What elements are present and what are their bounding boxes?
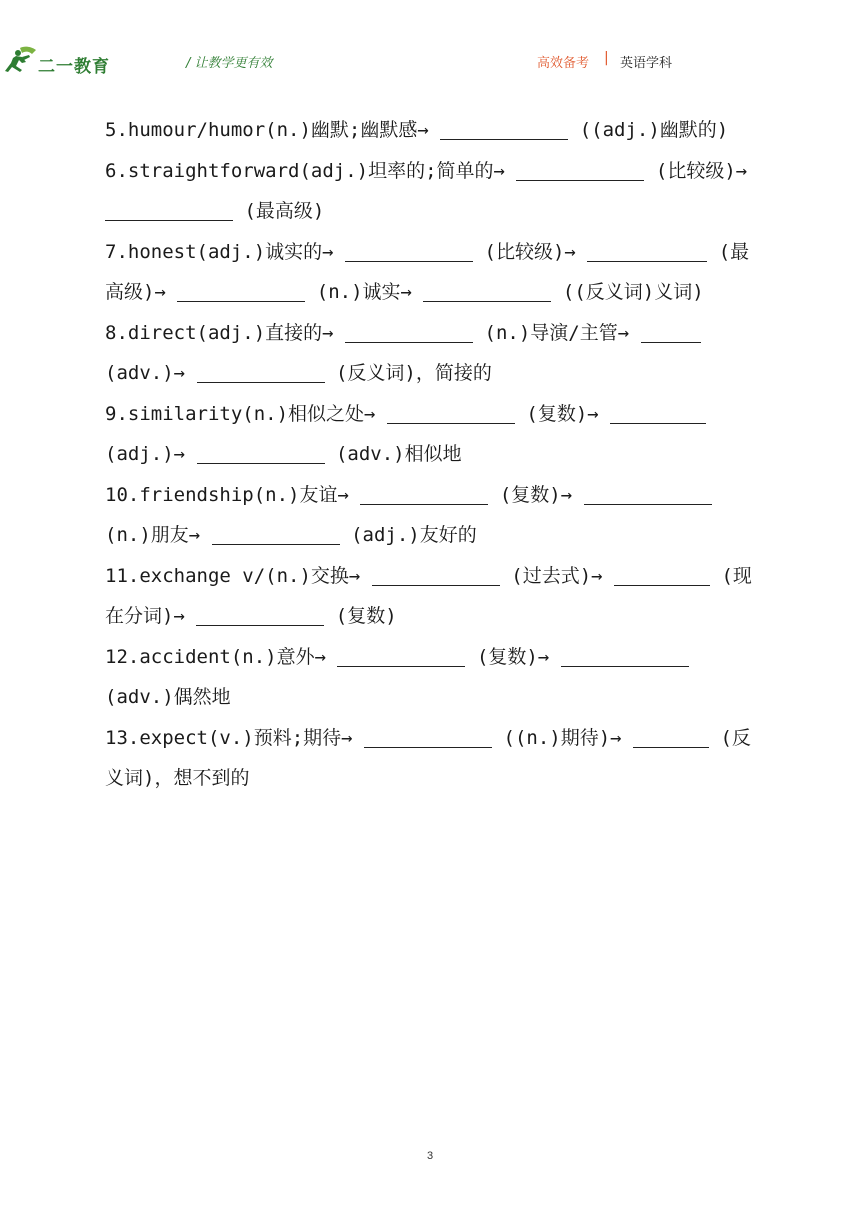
answer-blank[interactable] [641,320,701,343]
item-text: 13.expect(v.)预料;期待→ [105,726,353,749]
item-text: (反义词)，简接的 [335,362,492,384]
item-text: (最高级)→ [105,240,750,303]
header-tag-subject: 英语学科 [620,56,673,71]
answer-blank[interactable] [440,117,568,140]
answer-blank[interactable] [614,563,710,586]
item-text: (现在分词)→ [105,564,752,627]
item-text: 9.similarity(n.)相似之处→ [105,402,376,425]
answer-blank[interactable] [584,482,712,505]
answer-blank[interactable] [345,320,473,343]
item-text: 8.direct(adj.)直接的→ [105,321,334,344]
item-text: ((adj.)幽默的) [579,119,729,141]
slogan: / 让教学更有效 [186,56,273,71]
item-text: 5.humour/humor(n.)幽默;幽默感→ [105,119,429,141]
item-text: (n.)导演/主管→ [484,321,630,344]
item-text: (adj.)友好的 [351,524,477,546]
answer-blank[interactable] [105,198,233,221]
answer-blank[interactable] [516,158,644,181]
answer-blank[interactable] [196,603,324,626]
exercise-item [105,637,760,718]
exercise-item [105,313,760,394]
answer-blank[interactable] [610,401,706,424]
item-text: (比较级)→ [655,159,748,182]
logo-text: 二一教育 [38,57,110,77]
header-separator: | [604,50,609,66]
answer-blank[interactable] [633,725,709,748]
exercise-item [105,110,760,151]
answer-blank[interactable] [337,644,465,667]
answer-blank[interactable] [372,563,500,586]
item-text: (n.)朋友→ [105,524,201,546]
answer-blank[interactable] [345,239,473,262]
exercise-item [105,232,760,313]
item-text: (复数) [335,605,397,627]
page-number: 3 [426,1150,434,1162]
item-text: (过去式)→ [511,564,603,587]
header-tag-exam: 高效备考 [537,56,590,71]
runner-logo-icon [2,44,42,78]
item-text: (比较级)→ [484,240,576,263]
item-text: 12.accident(n.)意外→ [105,645,327,668]
answer-blank[interactable] [360,482,488,505]
item-text: (复数)→ [476,645,550,668]
answer-blank[interactable] [561,644,689,667]
item-text: (反义词)，想不到的 [105,726,751,789]
exercise-item [105,718,760,799]
item-text: (adv.)→ [105,362,186,384]
page-header [0,0,860,90]
item-text: (adj.)→ [105,443,186,465]
item-text: ((反义词)义词) [562,281,704,303]
answer-blank[interactable] [197,441,325,464]
answer-blank[interactable] [587,239,707,262]
item-text: (复数)→ [526,402,599,425]
exercise-item [105,556,760,637]
answer-blank[interactable] [212,522,340,545]
answer-blank[interactable] [364,725,492,748]
item-text: 11.exchange v/(n.)交换→ [105,564,361,587]
item-text: ((n.)期待)→ [503,726,622,749]
item-text: (adv.)相似地 [335,443,462,465]
answer-blank[interactable] [387,401,515,424]
answer-blank[interactable] [197,360,325,383]
exercise-item [105,475,760,556]
exercise-list [105,110,760,799]
item-text: 6.straightforward(adj.)坦率的;简单的→ [105,159,505,182]
item-text: (adv.)偶然地 [105,686,231,708]
exercise-item [105,394,760,475]
item-text: (n.)诚实→ [316,281,412,303]
item-text: 7.honest(adj.)诚实的→ [105,240,334,263]
logo [2,44,112,78]
answer-blank[interactable] [177,279,305,302]
exercise-item [105,151,760,232]
answer-blank[interactable] [423,279,551,302]
item-text: 10.friendship(n.)友谊→ [105,483,349,506]
item-text: (复数)→ [499,483,573,506]
item-text: (最高级) [244,200,325,222]
